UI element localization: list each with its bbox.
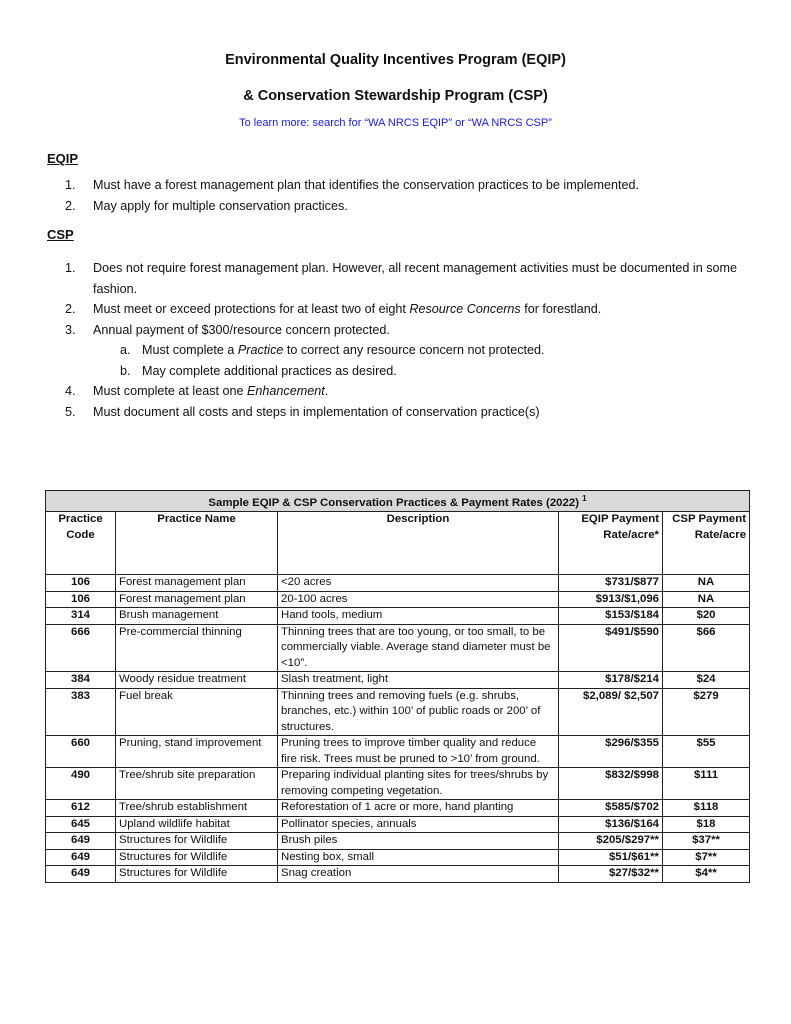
csp-item-5: 5. Must document all costs and steps in implementation of conservation practice(s) xyxy=(65,404,540,419)
practice-name-cell: Upland wildlife habitat xyxy=(116,816,278,833)
csp-heading: CSP xyxy=(47,227,74,242)
practice-code-cell: 649 xyxy=(46,866,116,883)
eqip-rate-cell: $731/$877 xyxy=(559,575,663,592)
practice-code-cell: 649 xyxy=(46,833,116,850)
table-row xyxy=(46,575,750,592)
csp-rate-cell: $24 xyxy=(663,672,750,689)
table-row xyxy=(46,736,750,768)
table-row xyxy=(46,800,750,817)
table-row xyxy=(46,591,750,608)
table-row xyxy=(46,849,750,866)
table-row xyxy=(46,833,750,850)
description-cell: Thinning trees that are too young, or too small, to be commercially viable. Average stand diameter must be <10”. xyxy=(278,624,559,672)
eqip-rate-cell: $296/$355 xyxy=(559,736,663,768)
eqip-rate-cell: $27/$32** xyxy=(559,866,663,883)
csp-rate-cell: $111 xyxy=(663,768,750,800)
eqip-rate-cell: $136/$164 xyxy=(559,816,663,833)
eqip-rate-cell: $2,089/ $2,507 xyxy=(559,688,663,736)
csp-rate-cell: $37** xyxy=(663,833,750,850)
eqip-rate-cell: $585/$702 xyxy=(559,800,663,817)
practice-name-cell: Brush management xyxy=(116,608,278,625)
header-practice-name: Practice Name xyxy=(116,512,278,575)
eqip-list xyxy=(65,175,755,216)
document-title-line1: Environmental Quality Incentives Program (EQIP) xyxy=(225,52,566,68)
header-practice-code: Practice Code xyxy=(46,512,116,575)
csp-rate-cell: $55 xyxy=(663,736,750,768)
practice-name-cell: Woody residue treatment xyxy=(116,672,278,689)
eqip-rate-cell: $491/$590 xyxy=(559,624,663,672)
csp-rate-cell: NA xyxy=(663,575,750,592)
description-cell: Snag creation xyxy=(278,866,559,883)
practice-name-cell: Structures for Wildlife xyxy=(116,833,278,850)
csp-item-3b: b. May complete additional practices as desired. xyxy=(120,363,397,378)
csp-item-2: 2. Must meet or exceed protections for at least two of eight Resource Concerns for forestland. xyxy=(65,302,602,316)
practice-code-cell: 106 xyxy=(46,591,116,608)
learn-more-note: To learn more: search for “WA NRCS EQIP” or “WA NRCS CSP” xyxy=(239,117,552,129)
practice-code-cell: 384 xyxy=(46,672,116,689)
csp-item-4: 4. Must complete at least one Enhancement. xyxy=(65,384,329,398)
practice-name-cell: Tree/shrub establishment xyxy=(116,800,278,817)
practice-code-cell: 666 xyxy=(46,624,116,672)
csp-item-3: 3. Annual payment of $300/resource concern protected. xyxy=(65,322,390,337)
description-cell: Thinning trees and removing fuels (e.g. shrubs, branches, etc.) within 100’ of public roads or 200’ of structures. xyxy=(278,688,559,736)
csp-rate-cell: $18 xyxy=(663,816,750,833)
table-row xyxy=(46,816,750,833)
header-csp-rate: CSP Payment Rate/acre xyxy=(663,512,750,575)
practice-code-cell: 649 xyxy=(46,849,116,866)
description-cell: Pruning trees to improve timber quality and reduce fire risk. Trees must be pruned to >10’ from ground. xyxy=(278,736,559,768)
practice-name-cell: Forest management plan xyxy=(116,575,278,592)
practice-code-cell: 490 xyxy=(46,768,116,800)
practice-name-cell: Structures for Wildlife xyxy=(116,866,278,883)
csp-rate-cell: $7** xyxy=(663,849,750,866)
csp-item-3a: a. Must complete a Practice to correct any resource concern not protected. xyxy=(120,343,545,357)
table-caption: Sample EQIP & CSP Conservation Practices & Payment Rates (2022) $^1$ xyxy=(46,491,750,512)
description-cell: 20-100 acres xyxy=(278,591,559,608)
eqip-rate-cell: $913/$1,096 xyxy=(559,591,663,608)
practice-code-cell: 645 xyxy=(46,816,116,833)
header-eqip-rate: EQIP Payment Rate/acre* xyxy=(559,512,663,575)
practice-name-cell: Fuel break xyxy=(116,688,278,736)
table-row xyxy=(46,608,750,625)
eqip-rate-cell: $205/$297** xyxy=(559,833,663,850)
description-cell: Nesting box, small xyxy=(278,849,559,866)
eqip-item-2: 2. May apply for multiple conservation practices. xyxy=(65,198,348,213)
csp-rate-cell: $4** xyxy=(663,866,750,883)
document-title-line2: & Conservation Stewardship Program (CSP) xyxy=(243,88,548,104)
description-cell: Hand tools, medium xyxy=(278,608,559,625)
header-description: Description xyxy=(278,512,559,575)
description-cell: Slash treatment, light xyxy=(278,672,559,689)
eqip-rate-cell: $51/$61** xyxy=(559,849,663,866)
eqip-rate-cell: $832/$998 xyxy=(559,768,663,800)
table-row xyxy=(46,624,750,672)
practice-code-cell: 314 xyxy=(46,608,116,625)
eqip-rate-cell: $178/$214 xyxy=(559,672,663,689)
description-cell: Pollinator species, annuals xyxy=(278,816,559,833)
eqip-item-1: 1. Must have a forest management plan that identifies the conservation practices to be implemented. xyxy=(65,178,640,192)
description-cell: Reforestation of 1 acre or more, hand planting xyxy=(278,800,559,817)
practice-code-cell: 660 xyxy=(46,736,116,768)
csp-rate-cell: $279 xyxy=(663,688,750,736)
csp-item-1: 1. Does not require forest management plan. However, all recent management activities must be documented in some fashion. xyxy=(65,261,738,296)
practice-name-cell: Forest management plan xyxy=(116,591,278,608)
payment-rates-table xyxy=(45,490,750,883)
eqip-heading: EQIP xyxy=(47,151,79,166)
practice-name-cell: Pruning, stand improvement xyxy=(116,736,278,768)
practice-code-cell: 106 xyxy=(46,575,116,592)
csp-rate-cell: $118 xyxy=(663,800,750,817)
description-cell: <20 acres xyxy=(278,575,559,592)
table-row xyxy=(46,688,750,736)
practice-code-cell: 383 xyxy=(46,688,116,736)
practice-name-cell: Pre-commercial thinning xyxy=(116,624,278,672)
table-row xyxy=(46,672,750,689)
csp-rate-cell: NA xyxy=(663,591,750,608)
csp-rate-cell: $66 xyxy=(663,624,750,672)
description-cell: Preparing individual planting sites for trees/shrubs by removing competing vegetation. xyxy=(278,768,559,800)
table-row xyxy=(46,768,750,800)
description-cell: Brush piles xyxy=(278,833,559,850)
eqip-rate-cell: $153/$184 xyxy=(559,608,663,625)
csp-list xyxy=(65,258,755,422)
practice-name-cell: Tree/shrub site preparation xyxy=(116,768,278,800)
csp-rate-cell: $20 xyxy=(663,608,750,625)
practice-code-cell: 612 xyxy=(46,800,116,817)
practice-name-cell: Structures for Wildlife xyxy=(116,849,278,866)
table-row xyxy=(46,866,750,883)
